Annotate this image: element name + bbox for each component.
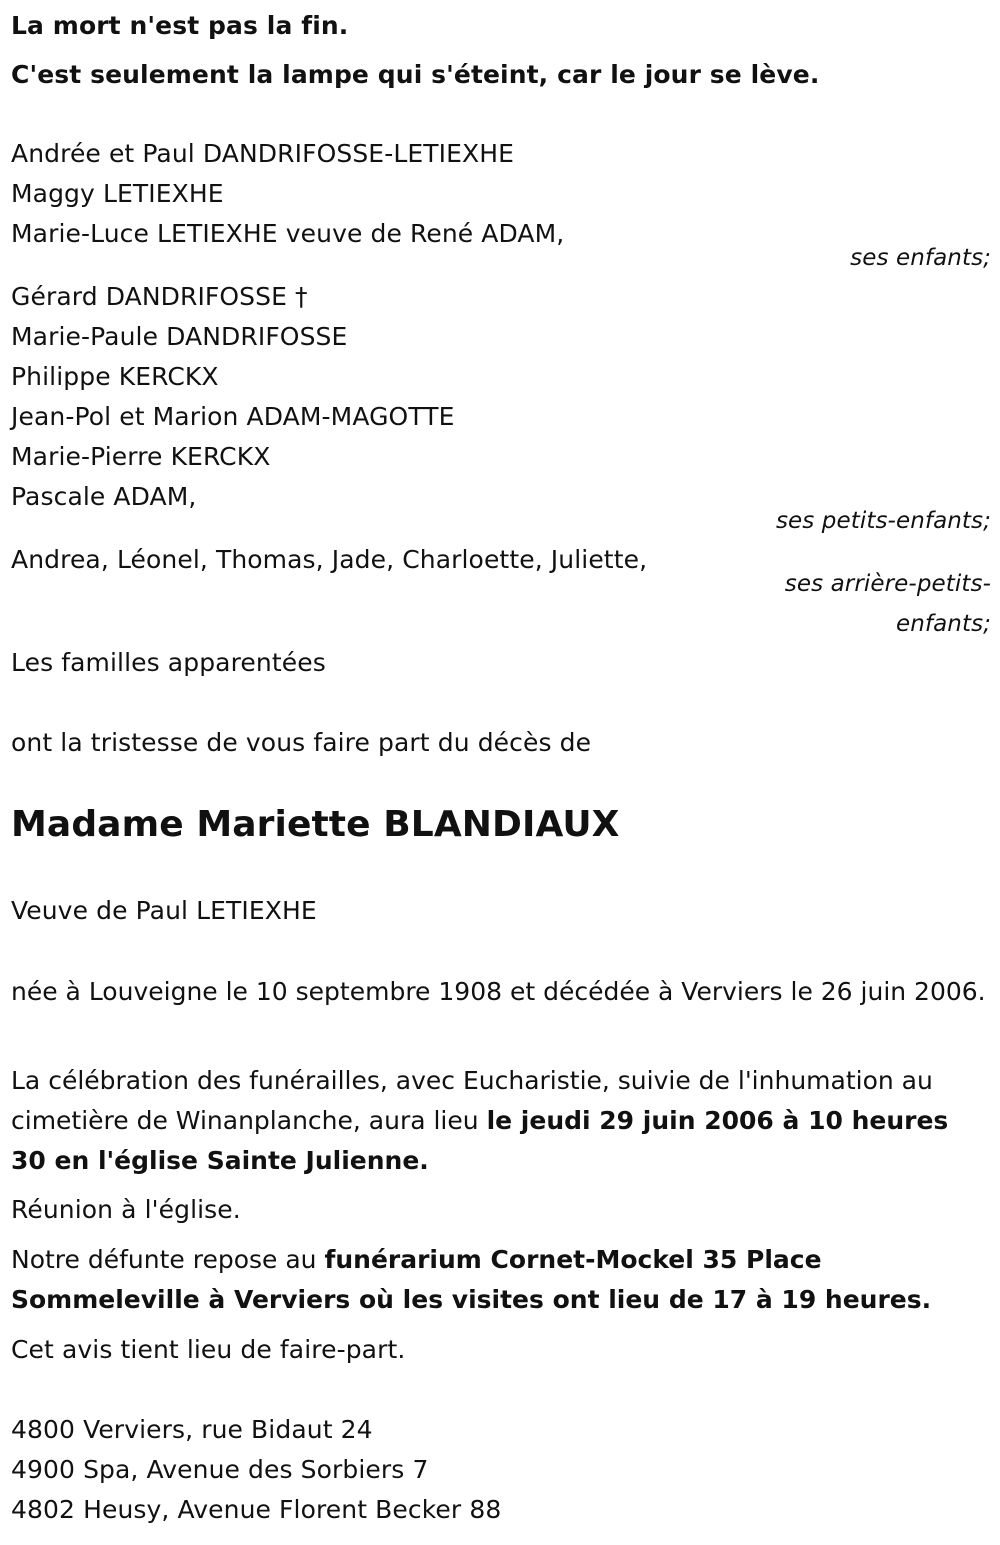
quote-line-1: La mort n'est pas la fin. bbox=[11, 11, 349, 40]
announcement-line: ont la tristesse de vous faire part du décès de bbox=[11, 728, 592, 757]
quote-line-2: C'est seulement la lampe qui s'éteint, car le jour se lève. bbox=[11, 60, 820, 89]
great-grandchildren-label-1: ses arrière-petits- bbox=[784, 571, 991, 597]
address-line: 4800 Verviers, rue Bidaut 24 bbox=[11, 1415, 373, 1444]
widow-of-line: Veuve de Paul LETIEXHE bbox=[11, 896, 317, 925]
repose-location: funérarium Cornet-Mockel 35 Place Sommeleville à Verviers où les visites ont lieu de 17 à 19 heures. bbox=[11, 1245, 932, 1314]
child-name: Maggy LETIEXHE bbox=[11, 179, 224, 208]
great-grandchildren-names: Andrea, Léonel, Thomas, Jade, Charloette, Juliette, bbox=[11, 545, 648, 574]
funeral-datetime: le jeudi 29 juin 2006 à 10 heures 30 en l'église Sainte Julienne. bbox=[11, 1106, 949, 1175]
grandchild-name: Philippe KERCKX bbox=[11, 362, 219, 391]
birth-death-paragraph: née à Louveigne le 10 septembre 1908 et décédée à Verviers le 26 juin 2006. bbox=[11, 977, 986, 1006]
address-line: 4802 Heusy, Avenue Florent Becker 88 bbox=[11, 1495, 502, 1524]
repose-paragraph bbox=[11, 1240, 986, 1320]
funeral-text: La célébration des funérailles, avec Eucharistie, suivie de l'inhumation au cimetière de Winanplanche, aura lieu bbox=[11, 1066, 933, 1135]
grandchild-name: Marie-Pierre KERCKX bbox=[11, 442, 271, 471]
grandchild-name: Jean-Pol et Marion ADAM-MAGOTTE bbox=[11, 402, 455, 431]
grandchild-name: Gérard DANDRIFOSSE † bbox=[11, 282, 308, 311]
funeral-paragraph bbox=[11, 1061, 986, 1181]
child-name: Andrée et Paul DANDRIFOSSE-LETIEXHE bbox=[11, 139, 514, 168]
child-name: Marie-Luce LETIEXHE veuve de René ADAM, bbox=[11, 219, 565, 248]
deceased-name: Madame Mariette BLANDIAUX bbox=[11, 804, 620, 845]
meeting-line: Réunion à l'église. bbox=[11, 1195, 241, 1224]
address-line: 4900 Spa, Avenue des Sorbiers 7 bbox=[11, 1455, 429, 1484]
grandchild-name: Marie-Paule DANDRIFOSSE bbox=[11, 322, 348, 351]
grandchildren-label: ses petits-enfants; bbox=[775, 508, 991, 534]
families-line: Les familles apparentées bbox=[11, 648, 326, 677]
grandchild-name: Pascale ADAM, bbox=[11, 482, 197, 511]
repose-text: Notre défunte repose au bbox=[11, 1245, 325, 1274]
notice-line: Cet avis tient lieu de faire-part. bbox=[11, 1335, 406, 1364]
obituary-document bbox=[11, 0, 991, 1545]
children-label: ses enfants; bbox=[850, 245, 991, 271]
great-grandchildren-label-2: enfants; bbox=[895, 611, 991, 637]
